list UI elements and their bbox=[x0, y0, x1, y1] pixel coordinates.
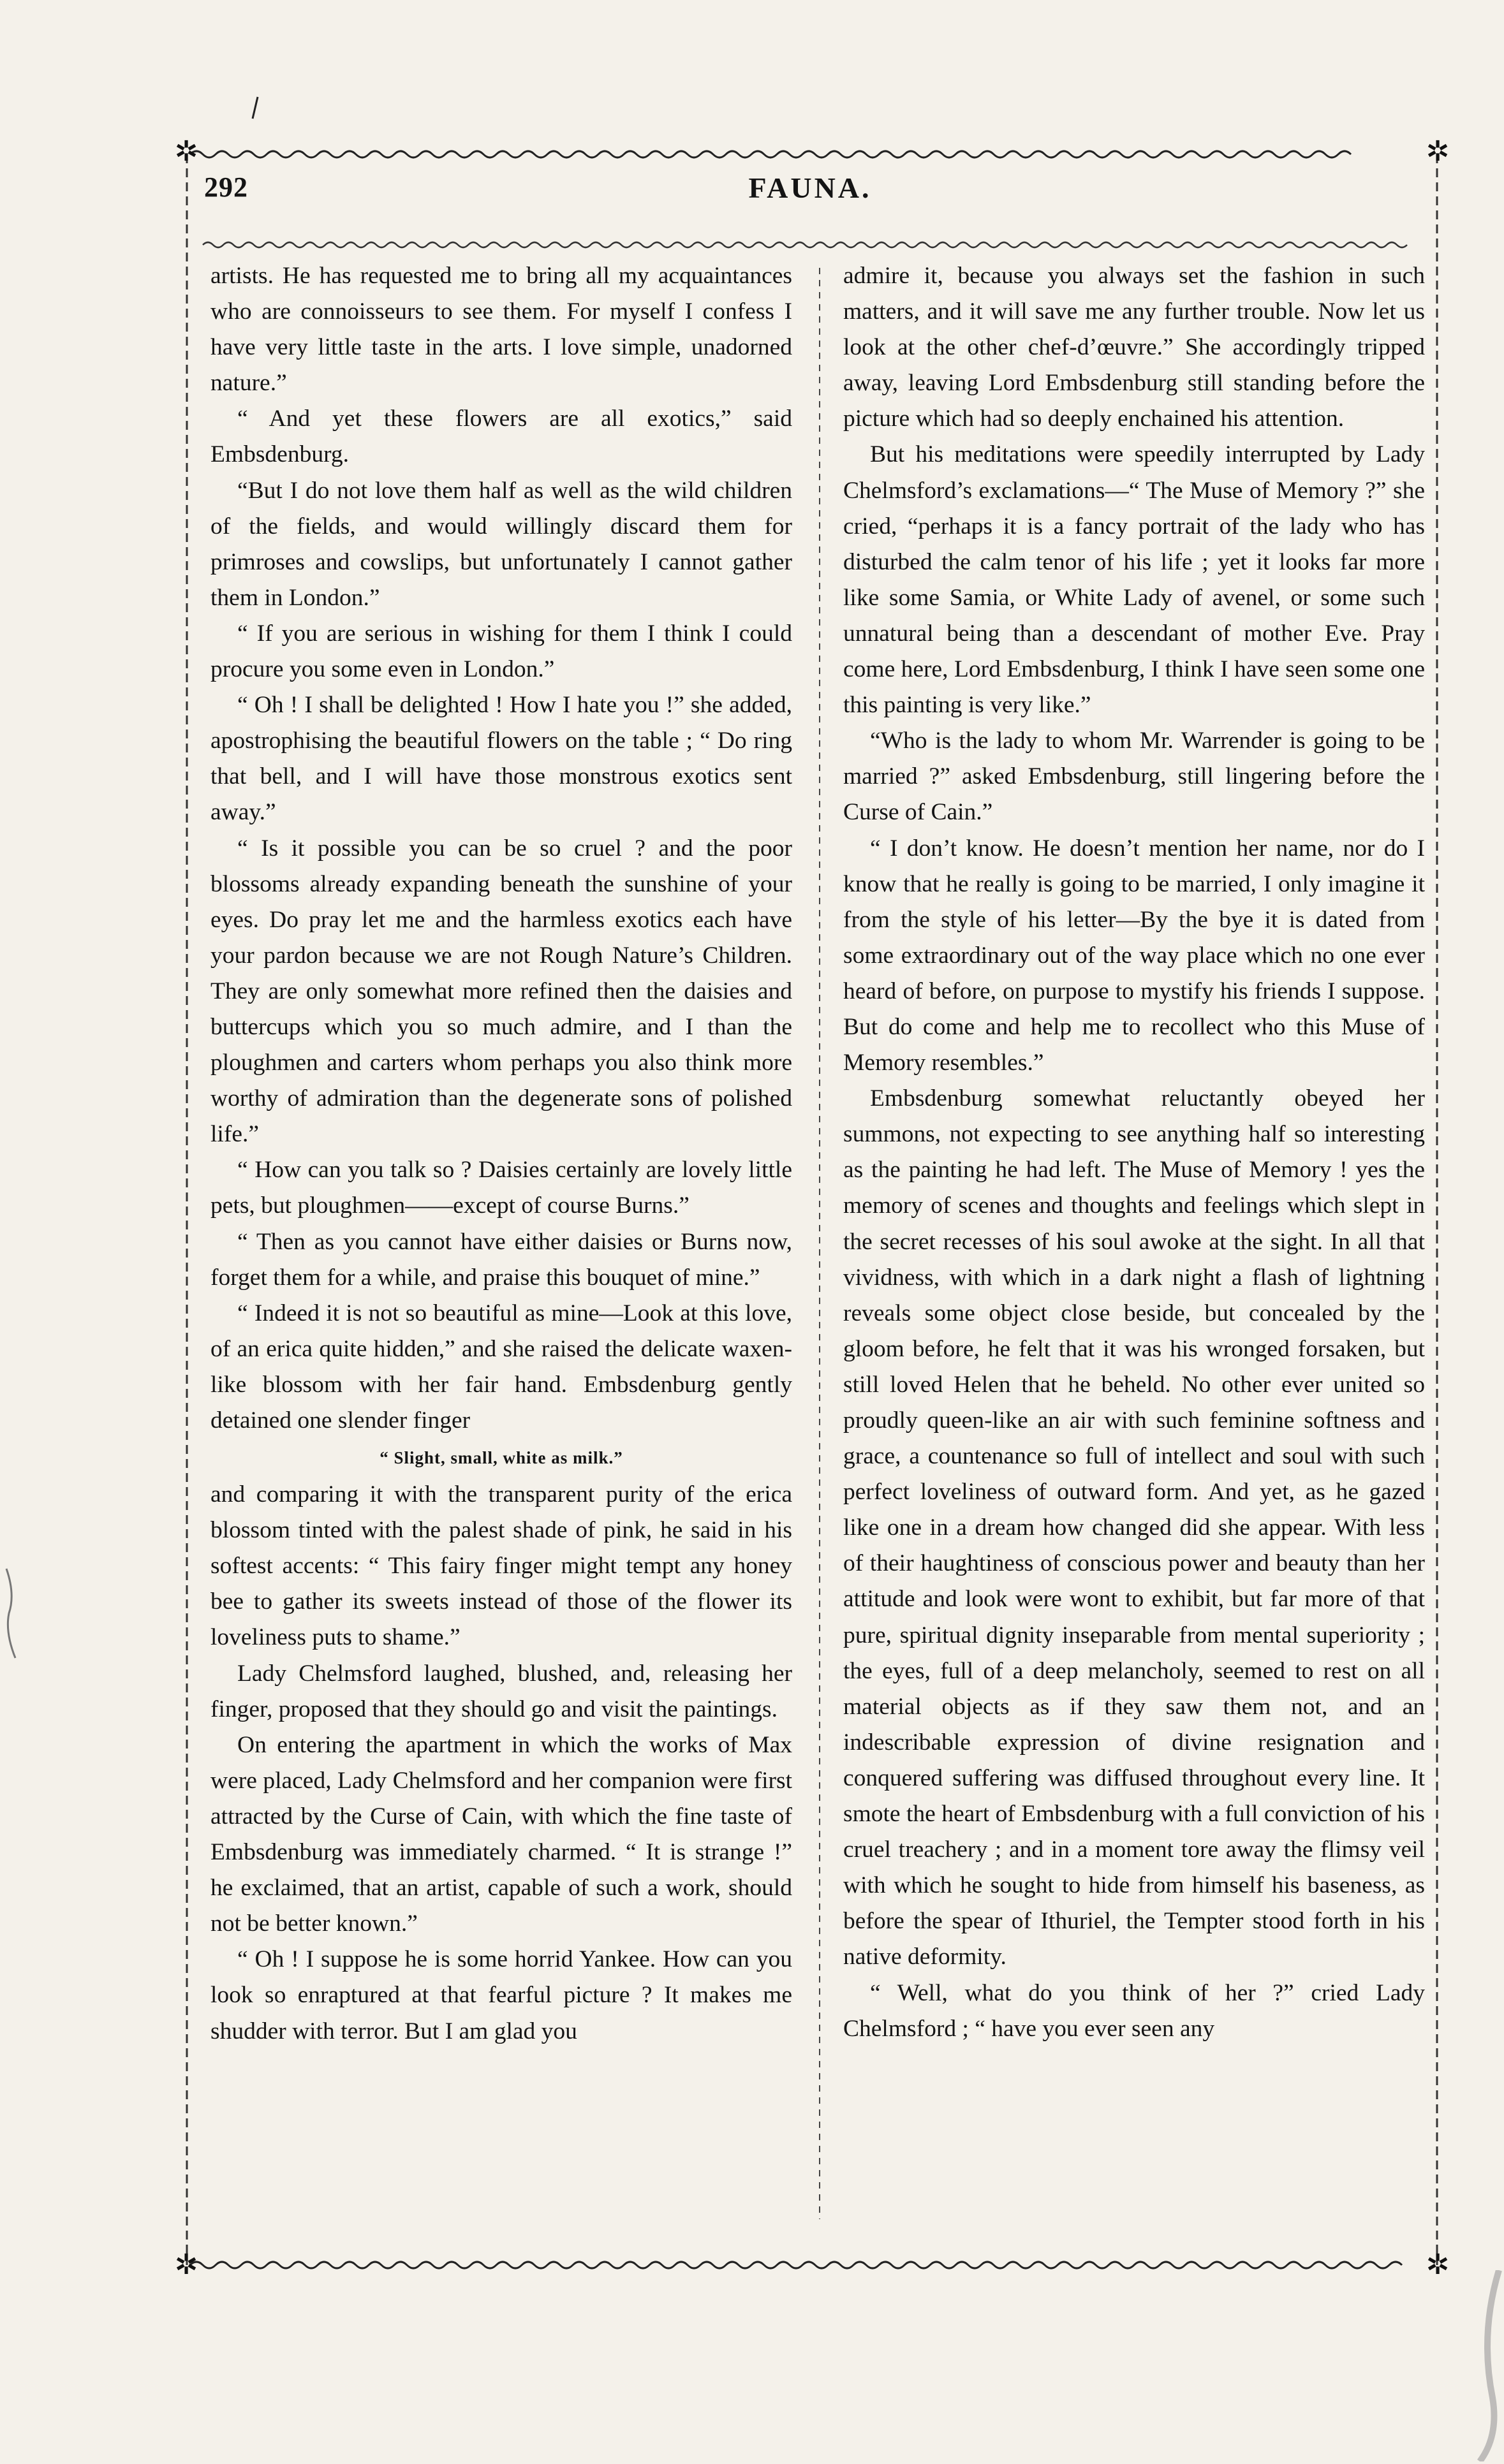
top-wavy-rule bbox=[177, 142, 1447, 167]
left-column bbox=[210, 258, 792, 2050]
paragraph: Embsdenburg somewhat reluctantly obeyed her summons, not expecting to see anything half so interesting as the painting he had left. The Muse of Memory ! yes the memory of scenes and thoughts and feelings which slept in the secret recesses of his soul awoke at the sight. In all that vividness, with which in a dark night a flash of lightning reveals some object close beside, but concealed by the gloom before, he felt that it was his wronged forsaken, but still loved Helen that he beheld. No other ever united so proudly queen-like an air with such feminine softness and grace, a countenance so full of intellect and soul with such perfect loveliness of outward form. And yet, as he gazed like one in a dream how changed did she appear. With less of their haughtiness of conscious power and beauty than her attitude and look were wont to exhibit, but far more of that pure, spiritual dignity inseparable from mental superiority ; the eyes, full of a deep melancholy, seemed to rest on all material objects as if they saw them not, and an indescribable expression of divine resignation and conquered suffering was diffused throughout every line. It smote the heart of Embsdenburg with a full conviction of his cruel treachery ; and in a moment tore away the flimsy veil with which he sought to hide from himself his baseness, as before the spear of Ithuriel, the Tempter stood forth in his native deformity. bbox=[843, 1085, 1425, 1970]
paragraph: “ I don’t know. He doesn’t mention her name, nor do I know that he really is going to be married, I only imagine it from the style of his letter—By the bye it is dated from some extraordinary out of the way place which no one ever heard of before, on purpose to mystify his friends I suppose. But do come and help me to recollect who this Muse of Memory resembles.” bbox=[843, 835, 1425, 1076]
corner-ornament-icon: ✲ bbox=[1426, 2249, 1450, 2280]
margin-smudge bbox=[0, 1562, 26, 1664]
paragraph: “ Well, what do you think of her ?” cried Lady Chelmsford ; “ have you ever seen any bbox=[843, 1979, 1425, 2042]
paragraph: artists. He has requested me to bring all my acquaintances who are connoisseurs to see them. For myself I confess I have very little taste in the arts. I love simple, unadorned nature.” bbox=[210, 263, 792, 397]
paragraph: On entering the apartment in which the works of Max were placed, Lady Chelmsford and her companion were first attracted by the Curse of Cain, with which the fine taste of Embsdenburg was immediately charmed. “ It is strange !” he exclaimed, that an artist, capable of such a work, should not be better known.” bbox=[210, 1731, 792, 1937]
header-wavy-rule bbox=[177, 232, 1447, 258]
corner-ornament-icon: ✲ bbox=[174, 2249, 198, 2280]
block-quote: “ Slight, small, white as milk.” bbox=[380, 1448, 623, 1468]
paragraph: Lady Chelmsford laughed, blushed, and, releasing her finger, proposed that they should go and visit the paintings. bbox=[210, 1660, 792, 1722]
paragraph: admire it, because you always set the fashion in such matters, and it will save me any further trouble. Now let us look at the other chef-d’œuvre.” She accordingly tripped away, leaving Lord Embsdenburg still standing before the picture which had so deeply enchained his attention. bbox=[843, 263, 1425, 432]
paragraph: “ And yet these flowers are all exotics,” said Embsdenburg. bbox=[210, 406, 792, 468]
paragraph: “ If you are serious in wishing for them I think I could procure you some even in London.” bbox=[210, 620, 792, 683]
right-wavy-rule bbox=[1427, 154, 1447, 2265]
journal-title: FAUNA. bbox=[748, 172, 872, 204]
paragraph: “ Then as you cannot have either daisies or Burns now, forget them for a while, and praise this bouquet of mine.” bbox=[210, 1228, 792, 1291]
column-divider bbox=[814, 268, 825, 2219]
paragraph: “ Oh ! I shall be delighted ! How I hate you !” she added, apostrophising the beautiful flowers on the table ; “ Do ring that bell, and I will have those monstrous exotics sent away.” bbox=[210, 692, 792, 826]
ink-speck bbox=[249, 96, 262, 121]
paragraph: and comparing it with the transparent purity of the erica blossom tinted with the palest shade of pink, he said in his softest accents: “ This fairy finger might tempt any honey bee to gather its sweets instead of those of the flower its loveliness puts to shame.” bbox=[210, 1481, 792, 1651]
paragraph: But his meditations were speedily interrupted by Lady Chelmsford’s exclamations—“ The Muse of Memory ?” she cried, “perhaps it is a fancy portrait of the lady who has disturbed the calm tenor of his life ; yet it looks far more like some Samia, or White Lady of avenel, or some such unnatural being than a descendant of mother Eve. Pray come here, Lord Embsdenburg, I think I have seen some one this painting is very like.” bbox=[843, 441, 1425, 719]
left-wavy-rule bbox=[177, 154, 196, 2265]
paragraph: “ Indeed it is not so beautiful as mine—Look at this love, of an erica quite hidden,” and she raised the delicate waxen-like blossom with her fair hand. Embsdenburg gently detained one slender finger bbox=[210, 1300, 792, 1434]
paragraph: “ How can you talk so ? Daisies certainly are lovely little pets, but ploughmen——except of course Burns.” bbox=[210, 1157, 792, 1219]
paragraph: “Who is the lady to whom Mr. Warrender is going to be married ?” asked Embsdenburg, still lingering before the Curse of Cain.” bbox=[843, 728, 1425, 826]
corner-ornament-icon: ✲ bbox=[174, 136, 198, 167]
edge-shadow bbox=[1448, 2270, 1504, 2461]
right-column bbox=[843, 258, 1425, 2047]
paragraph: “But I do not love them half as well as the wild children of the fields, and would willingly discard them for primroses and cowslips, but unfortunately I cannot gather them in London.” bbox=[210, 477, 792, 611]
paragraph: “ Is it possible you can be so cruel ? and the poor blossoms already expanding beneath the sunshine of your eyes. Do pray let me and the harmless exotics each have your pardon because we are not Rough Nature’s Children. They are only somewhat more refined then the daisies and buttercups which you so much admire, and I than the ploughmen and carters whom perhaps you also think more worthy of admiration than the degenerate sons of polished life.” bbox=[210, 835, 792, 1148]
page-number: 292 bbox=[204, 172, 248, 203]
running-header bbox=[204, 171, 1416, 216]
corner-ornament-icon: ✲ bbox=[1426, 136, 1450, 167]
paragraph: “ Oh ! I suppose he is some horrid Yankee. How can you look so enraptured at that fearful picture ? It makes me shudder with terror. But I am glad you bbox=[210, 1946, 792, 2044]
bottom-wavy-rule bbox=[177, 2252, 1447, 2278]
